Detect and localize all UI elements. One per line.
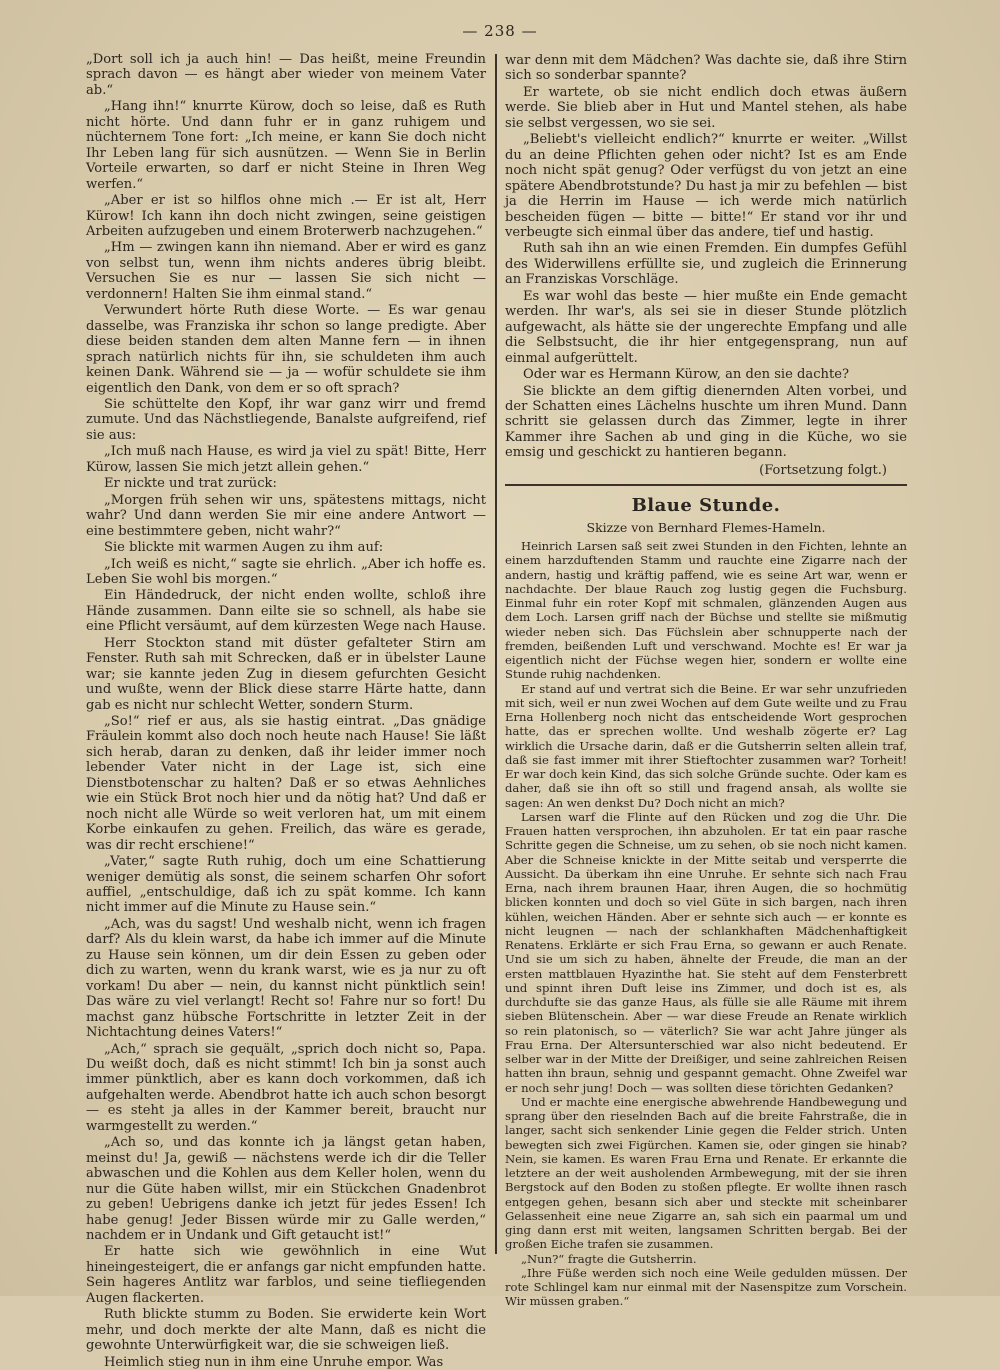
paragraph: Larsen warf die Flinte auf den Rücken und zog die Uhr. Die Frauen hatten versprochen, ihn abzuholen. Er tat ein paar rasche Schritte gegen die Schneise, um zu sehen, ob sie noch nicht kamen. Aber die Schneise knickte in der Mitte seitab und versperrte die Aussicht. Da überkam ihn eine Unruhe. Er sehnte sich nach Frau Erna, nach ihrem braunen Haar, ihren Augen, die so hochmütig blicken konnten und doch so viel Güte in sich bargen, nach ihren kühlen, weichen Händen. Aber er sehnte sich auch — er konnte es nicht leugnen — nach der schlankhaften Mädchenhaftigkeit Renatens. Erklärte er sich Frau Erna, so gewann er auch Renate. Und sie um sich zu haben, ähnelte der Freude, die man an der ersten mattblauen Hyazinthe hat. Sie steht auf dem Fensterbrett und spinnt ihren Duft leise ins Zimmer, und doch ist es, als durchdufte sie das ganze Haus, als fülle sie alle Räume mit ihrem sieben Blütenschein. Aber — war diese Freude an Renate wirklich so rein platonisch, so — väterlich? Sie war acht Jahre jünger als Frau Erna. Der Altersunterschied war also nicht bedeutend. Er selber war in der Mitte der Dreißiger, und seine zahlreichen Reisen hatten ihn braun, sehnig und gespannt gemacht. Ohne Zweifel war er noch sehr jung! Doch — was sollten diese törichten Gedanken?	[505, 809, 907, 1095]
paragraph: Er hatte sich wie gewöhnlich in eine Wut hineingesteigert, die er anfangs gar nicht empfunden hatte. Sein hageres Antlitz war farblos, und seine tiefliegenden Augen flackerten.	[86, 1244, 486, 1306]
paragraph: Sie blickte an dem giftig dienernden Alten vorbei, und der Schatten eines Lächelns huschte um ihren Mund. Dann schritt sie gelassen durch das Zimmer, legte in ihrer Kammer ihre Sachen ab und ging in die Küche, wo sie emsig und geschickt zu hantieren begann.	[505, 383, 907, 461]
paragraph: Ruth sah ihn an wie einen Fremden. Ein dumpfes Gefühl des Widerwillens erfüllte sie, und zugleich die Erinnerung an Franziskas Vorschläge.	[505, 241, 907, 288]
paragraph: Verwundert hörte Ruth diese Worte. — Es war genau dasselbe, was Franziska ihr schon so lange predigte. Aber diese beiden standen dem alten Manne fern — in ihnen sprach natürlich nichts für ihn, sie schuldeten ihm auch keinen Dank. Während sie — ja — wofür schuldete sie ihm eigentlich den Dank, von dem er so oft sprach?	[86, 303, 486, 396]
paragraph: Heinrich Larsen saß seit zwei Stunden in den Fichten, lehnte an einem harzduftenden Stamm und rauchte eine Zigarre nach der andern, hastig und kräftig paffend, wie es seine Art war, wenn er nachdachte. Der blaue Rauch zog lustig gegen die Fuchsburg. Einmal fuhr ein roter Kopf mit schmalen, glänzenden Augen aus dem Loch. Larsen griff nach der Büchse und stellte sie mißmutig wieder neben sich. Das Füchslein aber schnupperte nach der fremden, beißenden Luft und verschwand. Mochte es! Er war ja eigentlich nicht der Füchse wegen hier, sondern er wollte eine Stunde ruhig nachdenken.	[505, 539, 907, 682]
paragraph: „Ich weiß es nicht,“ sagte sie ehrlich. „Aber ich hoffe es. Leben Sie wohl bis morgen.“	[86, 556, 486, 587]
story-body	[505, 539, 907, 1309]
paragraph: „Ich muß nach Hause, es wird ja viel zu spät! Bitte, Herr Kürow, lassen Sie mich jetzt allein gehen.“	[86, 444, 486, 475]
paragraph: „Ach so, und das konnte ich ja längst getan haben, meinst du! Ja, gewiß — nächstens werde ich dir die Teller abwaschen und die Kohlen aus dem Keller holen, wenn du nur die Güte haben willst, mir ein Stückchen Gnadenbrot zu geben! Uebrigens danke ich jetzt für jedes Essen! Ich habe genug! Jeder Bissen würde mir zu Galle werden,“ nachdem er in Undank und Gift getaucht ist!“	[86, 1135, 486, 1243]
right-column	[505, 53, 907, 1309]
paragraph: „Ihre Füße werden sich noch eine Weile gedulden müssen. Der rote Schlingel kam nur einmal mit der Nasenspitze zum Vorschein. Wir müssen graben.“	[505, 1265, 907, 1309]
paragraph: Es war wohl das beste — hier mußte ein Ende gemacht werden. Ihr war's, als sei sie in dieser Stunde plötzlich aufgewacht, als hätte sie der ungerechte Empfang und alle die Selbstsucht, die ihr hier entgegensprang, nun auf einmal aufgerüttelt.	[505, 288, 907, 366]
paragraph: Er wartete, ob sie nicht endlich doch etwas äußern werde. Sie blieb aber in Hut und Mantel stehen, als habe sie selbst vergessen, wo sie sei.	[505, 84, 907, 131]
paragraph: Er stand auf und vertrat sich die Beine. Er war sehr unzufrieden mit sich, weil er nun zwei Wochen auf dem Gute weilte und zu Frau Erna Hollenberg noch nicht das entscheidende Wort gesprochen hatte, das er sprechen wollte. Und weshalb zögerte er? Lag wirklich die Ursache darin, daß er die Gutsherrin selten allein traf, daß sie fast immer mit ihrer Stieftochter zusammen war? Torheit! Er war doch kein Kind, das sich solche Gründe suchte. Oder kam es daher, daß sie ihn oft so still und fragend ansah, als wollte sie sagen: An wen denkst Du? Doch nicht an mich?	[505, 681, 907, 810]
paragraph: „Ach, was du sagst! Und weshalb nicht, wenn ich fragen darf? Als du klein warst, da habe ich immer auf die Minute zu Hause sein können, um dir dein Essen zu geben oder dich zu warten, wenn du krank warst, wie es ja nur zu oft vorkam! Du aber — nein, du kannst nicht pünktlich sein! Das wäre zu viel verlangt! Recht so! Fahre nur so fort! Du machst ganz hübsche Fortschritte in letzter Zeit in der Nichtachtung deines Vaters!“	[86, 916, 486, 1041]
paragraph: Herr Stockton stand mit düster gefalteter Stirn am Fenster. Ruth sah mit Schrecken, daß er in übelster Laune war; sie kannte jeden Zug in diesem gefurchten Gesicht und wußte, wenn der Blick diese starre Härte hatte, dann gab es nicht nur schlecht Wetter, sondern Sturm.	[86, 635, 486, 713]
paragraph: Er nickte und trat zurück:	[104, 476, 277, 492]
page-number: — 238 —	[462, 22, 538, 40]
paragraph: Oder war es Hermann Kürow, an den sie dachte?	[523, 367, 850, 383]
paragraph: „So!“ rief er aus, als sie hastig eintrat. „Das gnädige Fräulein kommt also doch noch heute nach Hause! Sie läßt sich herab, daran zu denken, daß ihr leider immer noch lebender Vater nicht in der Lage ist, sich eine Dienstbotenschar zu halten? Daß er so etwas Aehnliches wie ein Stück Brot noch hier und da nötig hat? Und daß er noch nicht alle Würde so weit verloren hat, um mit einem Korbe einkaufen zu gehen. Freilich, das wäre es gerade, was dir recht erschiene!“	[86, 714, 486, 853]
paragraph: Ein Händedruck, der nicht enden wollte, schloß ihre Hände zusammen. Dann eilte sie so schnell, als habe sie eine Pflicht versäumt, auf dem kürzesten Wege nach Hause.	[86, 588, 487, 635]
section-rule	[505, 484, 907, 486]
column-divider	[495, 54, 497, 1254]
continuation-note: (Fortsetzung folgt.)	[759, 462, 887, 478]
paragraph: Und er machte eine energische abwehrende Handbewegung und sprang über den rieselnden Bach auf die breite Fahrstraße, die in langer, sacht sich senkender Linie gegen die Felder strich. Unten bewegten sich zwei Figürchen. Kamen sie, oder gingen sie hinab? Nein, sie kamen. Es waren Frau Erna und Renate. Er erkannte die letztere an der weit ausholenden Armbewegung, mit der sie ihren Bergstock auf den Boden zu stoßen pflegte. Er wollte ihnen rasch entgegen gehen, besann sich aber und steckte mit scheinbarer Gelassenheit eine neue Zigarre an, sah sich ein paarmal um und ging dann erst mit weiten, langsamen Schritten bergab. Bei der großen Eiche trafen sie zusammen.	[505, 1094, 907, 1252]
paragraph: Sie schüttelte den Kopf, ihr war ganz wirr und fremd zumute. Und das Nächstliegende, Banalste aufgreifend, rief sie aus:	[86, 396, 486, 443]
paragraph: „Hang ihn!“ knurrte Kürow, doch so leise, daß es Ruth nicht hörte. Und dann fuhr er in ganz ruhigem und nüchternem Tone fort: „Ich meine, er kann Sie doch nicht Ihr Leben lang für sich ausnützen. — Wenn Sie in Berlin Vorteile erwarten, so darf er nicht Steine in Ihren Weg werfen.“	[86, 99, 486, 192]
paragraph: Sie blickte mit warmen Augen zu ihm auf:	[104, 540, 384, 556]
story-byline: Skizze von Bernhard Flemes-Hameln.	[586, 519, 826, 535]
paragraph: „Beliebt's vielleicht endlich?“ knurrte er weiter. „Willst du an deine Pflichten gehen oder nicht? Ist es am Ende noch nicht spät genug? Oder verfügst du von jetzt an eine spätere Abendbrotstunde? Du hast ja mir zu befehlen — bist ja die Herrin im Hause — ich werde mich natürlich bescheiden fügen — bitte — bitte!“ Er stand vor ihr und verbeugte sich einmal über das andere, tief und hastig.	[505, 132, 907, 240]
paragraph: „Morgen früh sehen wir uns, spätestens mittags, nicht wahr? Und dann werden Sie mir eine andere Antwort — eine bestimmtere geben, nicht wahr?“	[86, 492, 486, 539]
paragraph: war denn mit dem Mädchen? Was dachte sie, daß ihre Stirn sich so sonderbar spannte?	[505, 53, 907, 84]
left-column	[86, 52, 487, 1370]
paragraph: Ruth blickte stumm zu Boden. Sie erwiderte kein Wort mehr, und doch merkte der alte Mann, daß es nicht die gewohnte Unterwürfigkeit war, die sie schweigen ließ.	[86, 1307, 486, 1354]
paragraph: „Nun?“ fragte die Gutsherrin.	[521, 1251, 697, 1266]
paragraph: „Dort soll ich ja auch hin! — Das heißt, meine Freundin sprach davon — es hängt aber wieder von meinem Vater ab.“	[86, 52, 486, 98]
paragraph: „Ach,“ sprach sie gequält, „sprich doch nicht so, Papa. Du weißt doch, daß es nicht stimmt! Ich bin ja sonst auch immer pünktlich, aber es kann doch vorkommen, daß ich aufgehalten werde. Abendbrot hatte ich auch schon besorgt — es steht ja alles in der Kammer bereit, braucht nur warmgestellt zu werden.“	[86, 1041, 486, 1134]
paragraph: Heimlich stieg nun in ihm eine Unruhe empor. Was	[104, 1354, 444, 1370]
paragraph: „Hm — zwingen kann ihn niemand. Aber er wird es ganz von selbst tun, wenn ihm nichts anderes übrig bleibt. Versuchen Sie es nur — lassen Sie sich nicht — verdonnern! Halten Sie ihm einmal stand.“	[86, 240, 486, 302]
paragraph: „Aber er ist so hilflos ohne mich .— Er ist alt, Herr Kürow! Ich kann ihn doch nicht zwingen, seine geistigen Arbeiten aufzugeben und einem Broterwerb nachzugehen.“	[86, 193, 486, 239]
paragraph: „Vater,“ sagte Ruth ruhig, doch um eine Schattierung weniger demütig als sonst, die seinem scharfen Ohr sofort auffiel, „entschuldige, daß ich zu spät komme. Ich kann nicht immer auf die Minute zu Hause sein.“	[86, 854, 486, 916]
story-title: Blaue Stunde.	[631, 495, 781, 517]
